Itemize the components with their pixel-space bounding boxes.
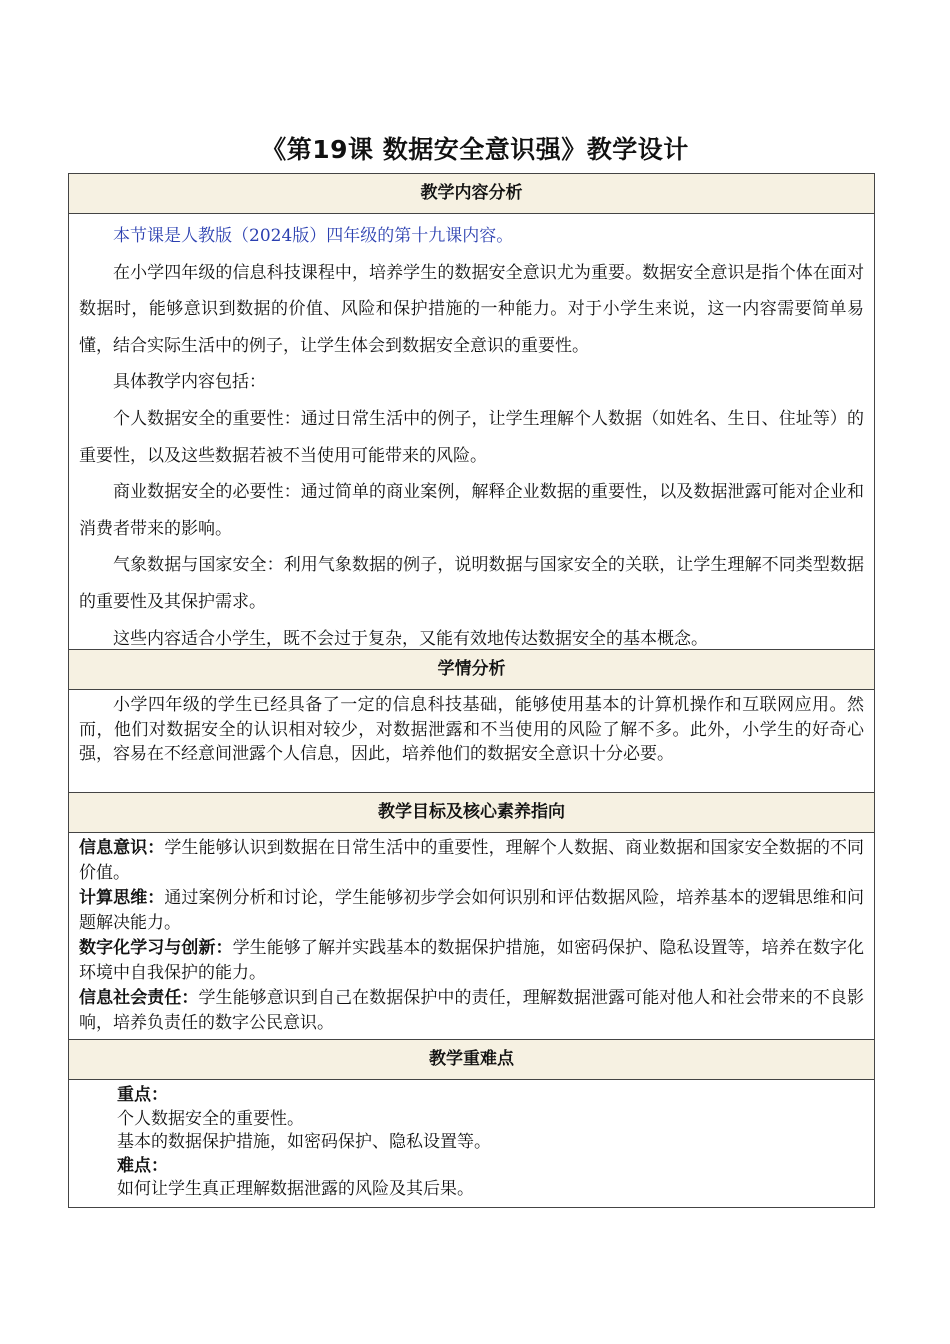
section-header-objectives: 教学目标及核心素养指向 <box>69 793 874 833</box>
paragraph: 具体教学内容包括： <box>113 372 266 393</box>
objective-text: 学生能够意识到自己在数据保护中的责任，理解数据泄露可能对他人和社会带来的不良影响，培养负责任的数字公民意识。 <box>79 988 865 1033</box>
section-header-key-points: 教学重难点 <box>69 1040 874 1080</box>
objective-label: 数字化学习与创新： <box>79 938 233 958</box>
objective-label: 计算思维： <box>79 888 165 908</box>
paragraph: 这些内容适合小学生，既不会过于复杂，又能有效地传达数据安全的基本概念。 <box>113 628 708 649</box>
paragraph: 气象数据与国家安全：利用气象数据的例子，说明数据与国家安全的关联，让学生理解不同类型数据的重要性及其保护需求。 <box>79 555 864 612</box>
paragraph: 个人数据安全的重要性：通过日常生活中的例子，让学生理解个人数据（如姓名、生日、住址等）的重要性，以及这些数据若被不当使用可能带来的风险。 <box>79 408 864 466</box>
objective-text: 学生能够认识到数据在日常生活中的重要性，理解个人数据、商业数据和国家安全数据的不同价值。 <box>79 838 865 883</box>
difficulty-item: 如何让学生真正理解数据泄露的风险及其后果。 <box>117 1179 474 1200</box>
key-label: 重点： <box>117 1085 168 1105</box>
student-analysis-body: 小学四年级的学生已经具备了一定的信息科技基础，能够使用基本的计算机操作和互联网应用。然而，他们对数据安全的认识相对较少，对数据泄露和不当使用的风险了解不多。此外，小学生的好奇心强，容易在不经意间泄露个人信息，因此，培养他们的数据安全意识十分必要。 <box>69 690 874 793</box>
paragraph: 商业数据安全的必要性：通过简单的商业案例，解释企业数据的重要性，以及数据泄露可能对企业和消费者带来的影响。 <box>79 482 864 539</box>
objectives-body <box>69 833 874 1040</box>
lesson-plan-table <box>68 173 875 1208</box>
content-analysis-body <box>69 214 874 650</box>
objective-label: 信息社会责任： <box>79 988 199 1008</box>
objective-text: 通过案例分析和讨论，学生能够初步学会如何识别和评估数据风险，培养基本的逻辑思维和问题解决能力。 <box>79 888 865 933</box>
key-item: 个人数据安全的重要性。 <box>117 1108 304 1129</box>
key-points-body <box>69 1080 874 1207</box>
paragraph: 在小学四年级的信息科技课程中，培养学生的数据安全意识尤为重要。数据安全意识是指个体在面对数据时，能够意识到数据的价值、风险和保护措施的一种能力。对于小学生来说，这一内容需要简单易懂，结合实际生活中的例子，让学生体会到数据安全意识的重要性。 <box>79 262 864 356</box>
objective-item <box>79 886 864 936</box>
section-header-student-analysis: 学情分析 <box>69 650 874 690</box>
key-item: 基本的数据保护措施，如密码保护、隐私设置等。 <box>117 1132 491 1153</box>
objective-item <box>79 986 864 1036</box>
section-header-content-analysis: 教学内容分析 <box>69 174 874 214</box>
paragraph: 本节课是人教版（2024版）四年级的第十九课内容。 <box>113 226 514 246</box>
objective-item <box>79 836 864 886</box>
page-title: 《第19课 数据安全意识强》教学设计 <box>261 135 689 164</box>
objective-label: 信息意识： <box>79 838 165 858</box>
objective-text: 学生能够了解并实践基本的数据保护措施，如密码保护、隐私设置等，培养在数字化环境中自我保护的能力。 <box>79 938 865 983</box>
objective-item <box>79 936 864 986</box>
difficulty-label: 难点： <box>117 1155 168 1176</box>
